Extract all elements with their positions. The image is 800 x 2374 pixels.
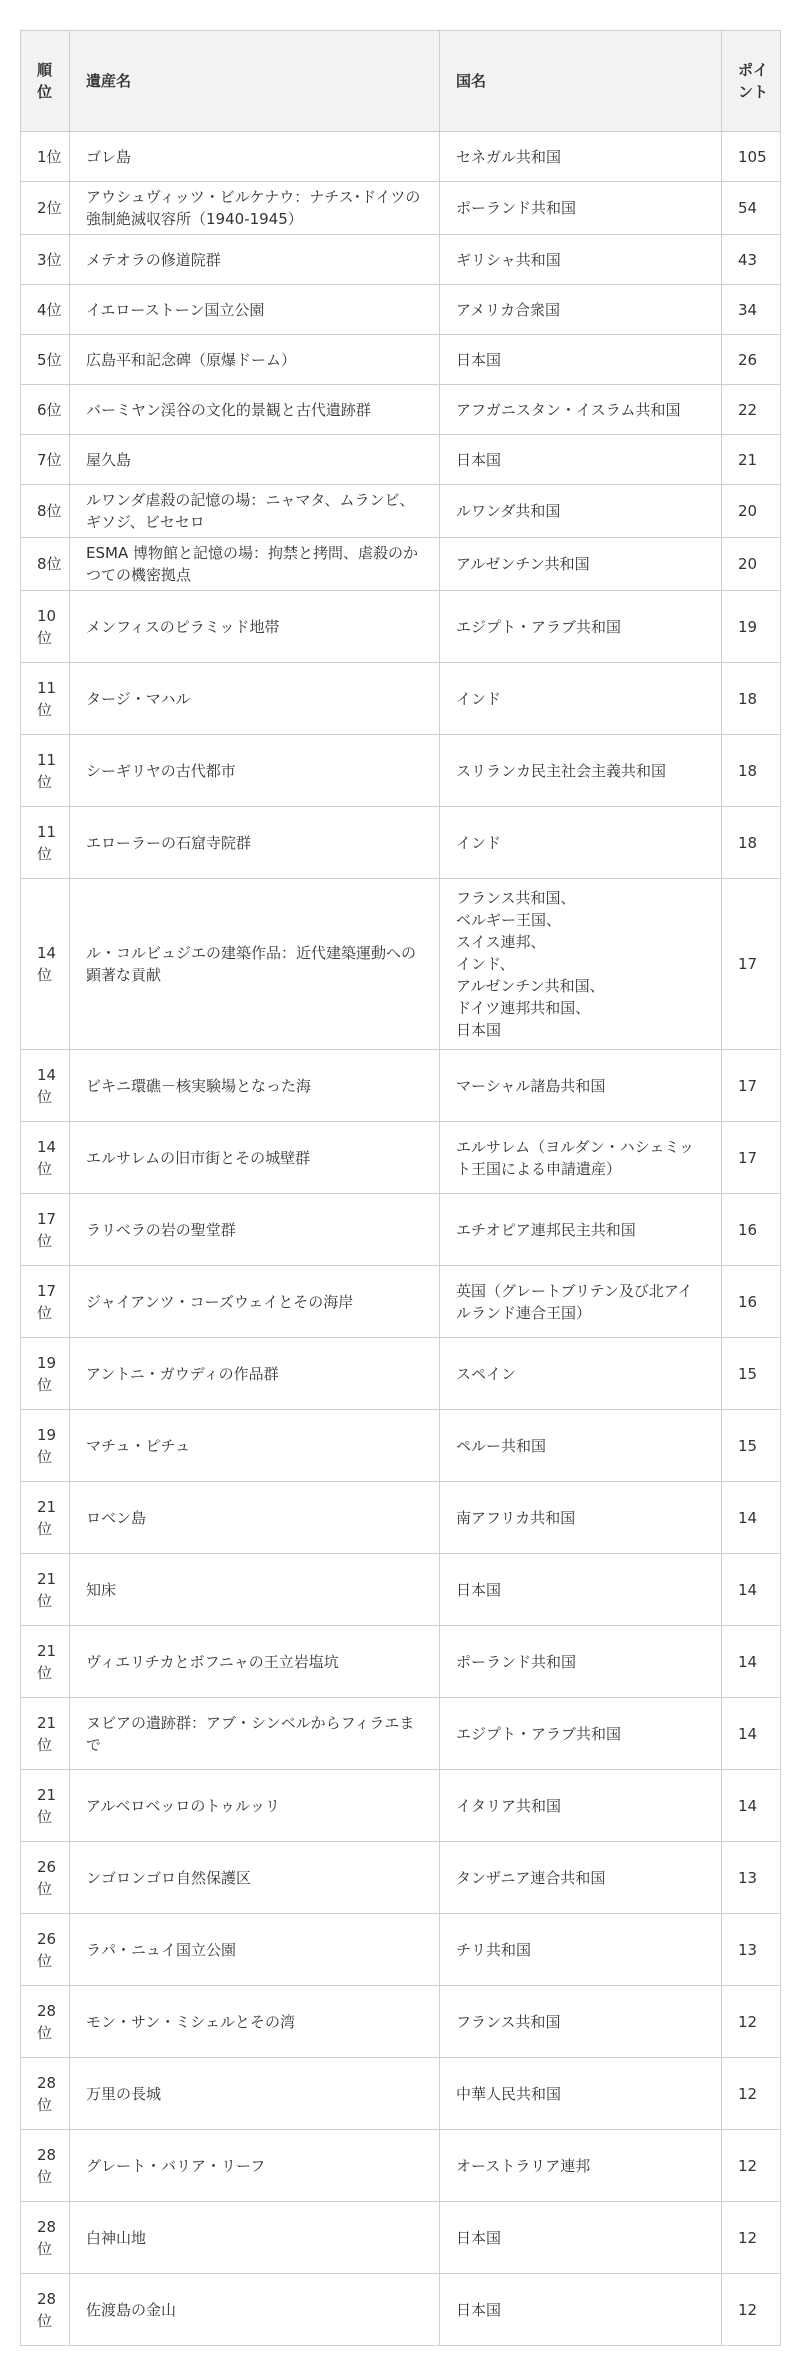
table-row	[21, 2202, 781, 2274]
cell-country: アフガニスタン・イスラム共和国	[440, 385, 722, 435]
cell-points: 13	[722, 1914, 781, 1986]
table-row	[21, 1338, 781, 1410]
cell-country: 日本国	[440, 335, 722, 385]
cell-rank: 19位	[21, 1338, 70, 1410]
cell-heritage-name: ルワンダ虐殺の記憶の場：ニャマタ、ムランビ、ギソジ、ビセセロ	[70, 485, 440, 538]
cell-rank: 28位	[21, 2202, 70, 2274]
header-country: 国名	[440, 31, 722, 132]
cell-points: 16	[722, 1266, 781, 1338]
cell-points: 17	[722, 1050, 781, 1122]
table-row	[21, 1770, 781, 1842]
cell-rank: 21位	[21, 1770, 70, 1842]
cell-points: 19	[722, 591, 781, 663]
table-row	[21, 538, 781, 591]
cell-heritage-name: アルベロベッロのトゥルッリ	[70, 1770, 440, 1842]
table-row	[21, 2058, 781, 2130]
cell-country: 日本国	[440, 2274, 722, 2346]
cell-points: 21	[722, 435, 781, 485]
cell-heritage-name: シーギリヤの古代都市	[70, 735, 440, 807]
table-row	[21, 1122, 781, 1194]
cell-rank: 21位	[21, 1626, 70, 1698]
cell-rank: 21位	[21, 1698, 70, 1770]
table-row	[21, 335, 781, 385]
cell-heritage-name: 屋久島	[70, 435, 440, 485]
cell-rank: 3位	[21, 235, 70, 285]
cell-rank: 17位	[21, 1194, 70, 1266]
cell-country: マーシャル諸島共和国	[440, 1050, 722, 1122]
cell-points: 13	[722, 1842, 781, 1914]
cell-points: 18	[722, 807, 781, 879]
table-row	[21, 1482, 781, 1554]
cell-country: セネガル共和国	[440, 132, 722, 182]
table-row	[21, 879, 781, 1050]
cell-country: エルサレム（ヨルダン・ハシェミット王国による申請遺産）	[440, 1122, 722, 1194]
cell-heritage-name: ロベン島	[70, 1482, 440, 1554]
cell-country: アルゼンチン共和国	[440, 538, 722, 591]
table-row	[21, 1410, 781, 1482]
cell-country: エジプト・アラブ共和国	[440, 1698, 722, 1770]
table-row	[21, 1626, 781, 1698]
cell-country: 英国（グレートブリテン及び北アイルランド連合王国）	[440, 1266, 722, 1338]
cell-country: フランス共和国	[440, 1986, 722, 2058]
cell-points: 12	[722, 1986, 781, 2058]
cell-rank: 1位	[21, 132, 70, 182]
cell-heritage-name: モン・サン・ミシェルとその湾	[70, 1986, 440, 2058]
cell-country: スペイン	[440, 1338, 722, 1410]
cell-points: 14	[722, 1770, 781, 1842]
table-header-row	[21, 31, 781, 132]
cell-rank: 19位	[21, 1410, 70, 1482]
cell-points: 20	[722, 485, 781, 538]
table-row	[21, 285, 781, 335]
cell-rank: 14位	[21, 1122, 70, 1194]
cell-country: イタリア共和国	[440, 1770, 722, 1842]
cell-country: 日本国	[440, 2202, 722, 2274]
table-row	[21, 663, 781, 735]
table-row	[21, 1554, 781, 1626]
table-row	[21, 485, 781, 538]
cell-heritage-name: 佐渡島の金山	[70, 2274, 440, 2346]
cell-points: 12	[722, 2202, 781, 2274]
cell-rank: 14位	[21, 1050, 70, 1122]
cell-heritage-name: ビキニ環礁－核実験場となった海	[70, 1050, 440, 1122]
cell-points: 15	[722, 1410, 781, 1482]
table-row	[21, 182, 781, 235]
cell-rank: 11位	[21, 663, 70, 735]
cell-country: フランス共和国、 ベルギー王国、 スイス連邦、 インド、 アルゼンチン共和国、 ドイツ連邦共和国、 日本国	[440, 879, 722, 1050]
cell-heritage-name: マチュ・ピチュ	[70, 1410, 440, 1482]
table-row	[21, 591, 781, 663]
cell-heritage-name: ゴレ島	[70, 132, 440, 182]
cell-heritage-name: ジャイアンツ・コーズウェイとその海岸	[70, 1266, 440, 1338]
cell-country: エジプト・アラブ共和国	[440, 591, 722, 663]
cell-points: 18	[722, 663, 781, 735]
ranking-table-container	[20, 30, 780, 2346]
cell-rank: 8位	[21, 538, 70, 591]
cell-country: 日本国	[440, 435, 722, 485]
cell-heritage-name: ヴィエリチカとボフニャの王立岩塩坑	[70, 1626, 440, 1698]
cell-rank: 28位	[21, 2058, 70, 2130]
table-row	[21, 132, 781, 182]
cell-rank: 5位	[21, 335, 70, 385]
cell-rank: 11位	[21, 807, 70, 879]
cell-heritage-name: アントニ・ガウディの作品群	[70, 1338, 440, 1410]
cell-rank: 14位	[21, 879, 70, 1050]
table-row	[21, 385, 781, 435]
cell-points: 43	[722, 235, 781, 285]
cell-country: 南アフリカ共和国	[440, 1482, 722, 1554]
heritage-ranking-table	[20, 30, 781, 2346]
cell-heritage-name: ル・コルビュジエの建築作品：近代建築運動への顕著な貢献	[70, 879, 440, 1050]
header-points: ポイント	[722, 31, 781, 132]
cell-points: 14	[722, 1698, 781, 1770]
table-row	[21, 2130, 781, 2202]
cell-rank: 4位	[21, 285, 70, 335]
cell-country: アメリカ合衆国	[440, 285, 722, 335]
table-row	[21, 1194, 781, 1266]
cell-rank: 8位	[21, 485, 70, 538]
cell-country: ルワンダ共和国	[440, 485, 722, 538]
cell-points: 22	[722, 385, 781, 435]
cell-heritage-name: アウシュヴィッツ・ビルケナウ：ナチス･ドイツの強制絶滅収容所（1940-1945）	[70, 182, 440, 235]
cell-heritage-name: ンゴロンゴロ自然保護区	[70, 1842, 440, 1914]
cell-heritage-name: ラリベラの岩の聖堂群	[70, 1194, 440, 1266]
cell-points: 26	[722, 335, 781, 385]
cell-heritage-name: 白神山地	[70, 2202, 440, 2274]
table-row	[21, 1050, 781, 1122]
cell-rank: 11位	[21, 735, 70, 807]
header-heritage-name: 遺産名	[70, 31, 440, 132]
cell-country: ペルー共和国	[440, 1410, 722, 1482]
cell-points: 34	[722, 285, 781, 335]
cell-heritage-name: 万里の長城	[70, 2058, 440, 2130]
cell-rank: 28位	[21, 1986, 70, 2058]
cell-points: 14	[722, 1554, 781, 1626]
cell-country: タンザニア連合共和国	[440, 1842, 722, 1914]
cell-heritage-name: バーミヤン渓谷の文化的景観と古代遺跡群	[70, 385, 440, 435]
cell-heritage-name: ラパ・ニュイ国立公園	[70, 1914, 440, 1986]
cell-country: エチオピア連邦民主共和国	[440, 1194, 722, 1266]
cell-heritage-name: タージ・マハル	[70, 663, 440, 735]
cell-rank: 7位	[21, 435, 70, 485]
cell-points: 17	[722, 879, 781, 1050]
table-row	[21, 435, 781, 485]
cell-points: 16	[722, 1194, 781, 1266]
header-rank: 順位	[21, 31, 70, 132]
cell-points: 12	[722, 2274, 781, 2346]
cell-rank: 10位	[21, 591, 70, 663]
table-row	[21, 735, 781, 807]
table-row	[21, 235, 781, 285]
cell-heritage-name: メンフィスのピラミッド地帯	[70, 591, 440, 663]
cell-country: インド	[440, 663, 722, 735]
cell-heritage-name: ヌビアの遺跡群：アブ・シンベルからフィラエまで	[70, 1698, 440, 1770]
cell-rank: 28位	[21, 2130, 70, 2202]
table-row	[21, 1266, 781, 1338]
cell-rank: 26位	[21, 1914, 70, 1986]
cell-points: 15	[722, 1338, 781, 1410]
cell-heritage-name: ESMA 博物館と記憶の場：拘禁と拷問、虐殺のかつての機密拠点	[70, 538, 440, 591]
cell-country: 中華人民共和国	[440, 2058, 722, 2130]
cell-points: 20	[722, 538, 781, 591]
table-row	[21, 2274, 781, 2346]
cell-points: 14	[722, 1482, 781, 1554]
cell-country: スリランカ民主社会主義共和国	[440, 735, 722, 807]
cell-rank: 17位	[21, 1266, 70, 1338]
table-row	[21, 1698, 781, 1770]
table-row	[21, 1842, 781, 1914]
cell-rank: 6位	[21, 385, 70, 435]
cell-rank: 28位	[21, 2274, 70, 2346]
table-row	[21, 807, 781, 879]
cell-points: 14	[722, 1626, 781, 1698]
table-row	[21, 1986, 781, 2058]
cell-country: インド	[440, 807, 722, 879]
cell-country: 日本国	[440, 1554, 722, 1626]
cell-rank: 21位	[21, 1482, 70, 1554]
cell-heritage-name: イエローストーン国立公園	[70, 285, 440, 335]
cell-heritage-name: エルサレムの旧市街とその城壁群	[70, 1122, 440, 1194]
cell-heritage-name: グレート・バリア・リーフ	[70, 2130, 440, 2202]
cell-country: ギリシャ共和国	[440, 235, 722, 285]
table-row	[21, 1914, 781, 1986]
cell-heritage-name: メテオラの修道院群	[70, 235, 440, 285]
cell-country: オーストラリア連邦	[440, 2130, 722, 2202]
cell-country: チリ共和国	[440, 1914, 722, 1986]
cell-points: 17	[722, 1122, 781, 1194]
cell-points: 12	[722, 2058, 781, 2130]
cell-rank: 2位	[21, 182, 70, 235]
cell-points: 12	[722, 2130, 781, 2202]
cell-points: 105	[722, 132, 781, 182]
cell-heritage-name: エローラーの石窟寺院群	[70, 807, 440, 879]
cell-country: ポーランド共和国	[440, 1626, 722, 1698]
cell-points: 18	[722, 735, 781, 807]
cell-rank: 26位	[21, 1842, 70, 1914]
cell-points: 54	[722, 182, 781, 235]
cell-rank: 21位	[21, 1554, 70, 1626]
cell-heritage-name: 知床	[70, 1554, 440, 1626]
cell-country: ポーランド共和国	[440, 182, 722, 235]
cell-heritage-name: 広島平和記念碑（原爆ドーム）	[70, 335, 440, 385]
